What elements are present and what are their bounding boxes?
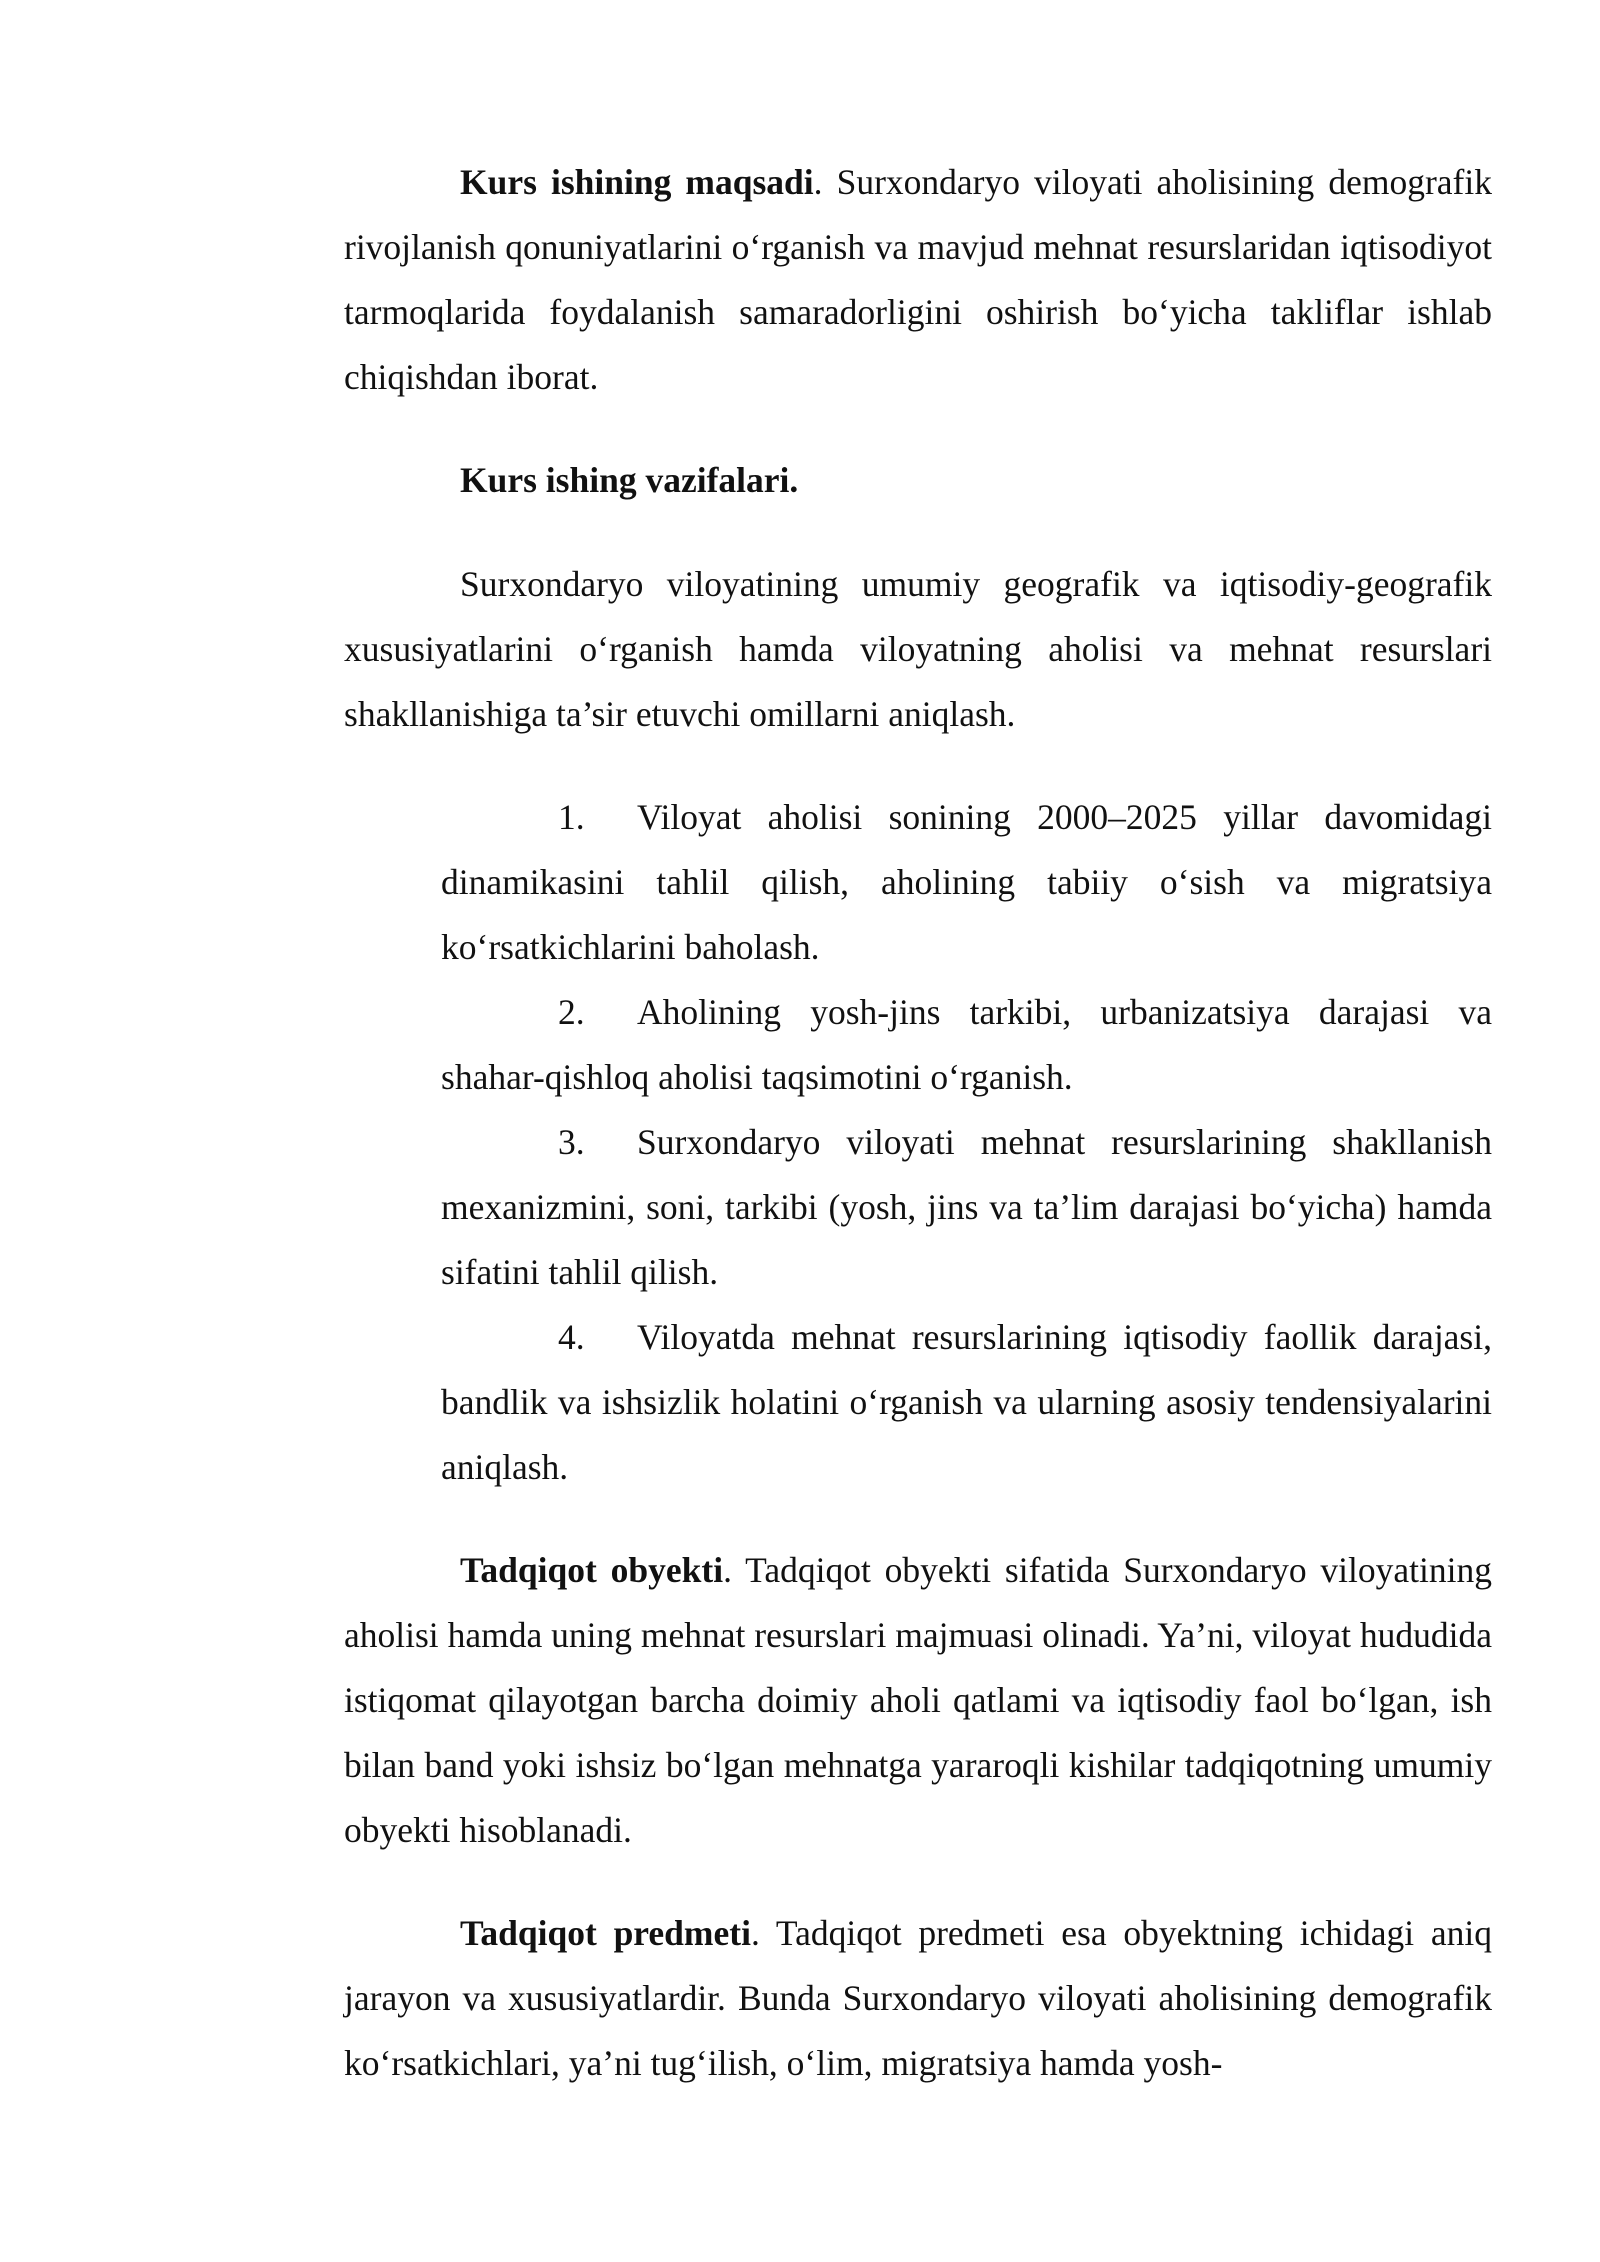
list-item [441,980,1492,1110]
object-text: . Tadqiqot obyekti sifatida Surxondaryo viloyatining aholisi hamda uning mehnat resurslari majmuasi olinadi. Ya’ni, viloyat hududida istiqomat qilayotgan barcha doimiy aholi qatlami va iqtisodiy faol bo‘lgan, ish bilan band yoki ishsiz bo‘lgan mehnatga yararoqli kishilar tadqiqotning umumiy obyekti hisoblanadi. [344,1550,1492,1850]
tasks-intro: Surxondaryo viloyatining umumiy geografik va iqtisodiy-geografik xususiyatlarini o‘rganish hamda viloyatning aholisi va mehnat resurslari shakllanishiga ta’sir etuvchi omillarni aniqlash. [344,564,1492,734]
list-item-number: 2. [558,992,585,1032]
goal-text: . Surxondaryo viloyati aholisining demografik rivojlanish qonuniyatlarini o‘rganish va mavjud mehnat resurslaridan iqtisodiyot tarmoqlarida foydalanish samaradorligini oshirish bo‘yicha takliflar ishlab chiqishdan iborat. [344,162,1492,397]
list-item [441,1305,1492,1500]
subject-title: Tadqiqot predmeti [460,1913,751,1953]
list-item [441,785,1492,980]
goal-title: Kurs ishining maqsadi [460,162,814,202]
goal-paragraph [344,150,1492,410]
list-item-text: Viloyat aholisi sonining 2000–2025 yillar davomidagi dinamikasini tahlil qilish, aholining tabiiy o‘sish va migratsiya ko‘rsatkichlarini baholash. [441,797,1492,967]
object-title: Tadqiqot obyekti [460,1550,724,1590]
tasks-list [441,785,1492,1500]
list-item [441,1110,1492,1305]
subject-text: . Tadqiqot predmeti esa obyektning ichidagi aniq jarayon va xususiyatlardir. Bunda Surxondaryo viloyati aholisining demografik ko‘rsatkichlari, ya’ni tug‘ilish, o‘lim, migratsiya hamda yosh- [344,1913,1492,2083]
subject-paragraph [344,1901,1492,2096]
list-item-text: Viloyatda mehnat resurslarining iqtisodiy faollik darajasi, bandlik va ishsizlik holatini o‘rganish va ularning asosiy tendensiyalarini aniqlash. [441,1317,1492,1487]
page-content [344,150,1492,2096]
object-paragraph [344,1538,1492,1863]
list-item-number: 4. [558,1317,585,1357]
list-item-number: 1. [558,797,585,837]
tasks-heading: Kurs ishing vazifalari. [460,460,799,500]
list-item-text: Surxondaryo viloyati mehnat resurslarining shakllanish mexanizmini, soni, tarkibi (yosh, jins va ta’lim darajasi bo‘yicha) hamda sifatini tahlil qilish. [441,1122,1492,1292]
list-item-text: Aholining yosh-jins tarkibi, urbanizatsiya darajasi va shahar-qishloq aholisi taqsimotini o‘rganish. [441,992,1492,1097]
list-item-number: 3. [558,1122,585,1162]
